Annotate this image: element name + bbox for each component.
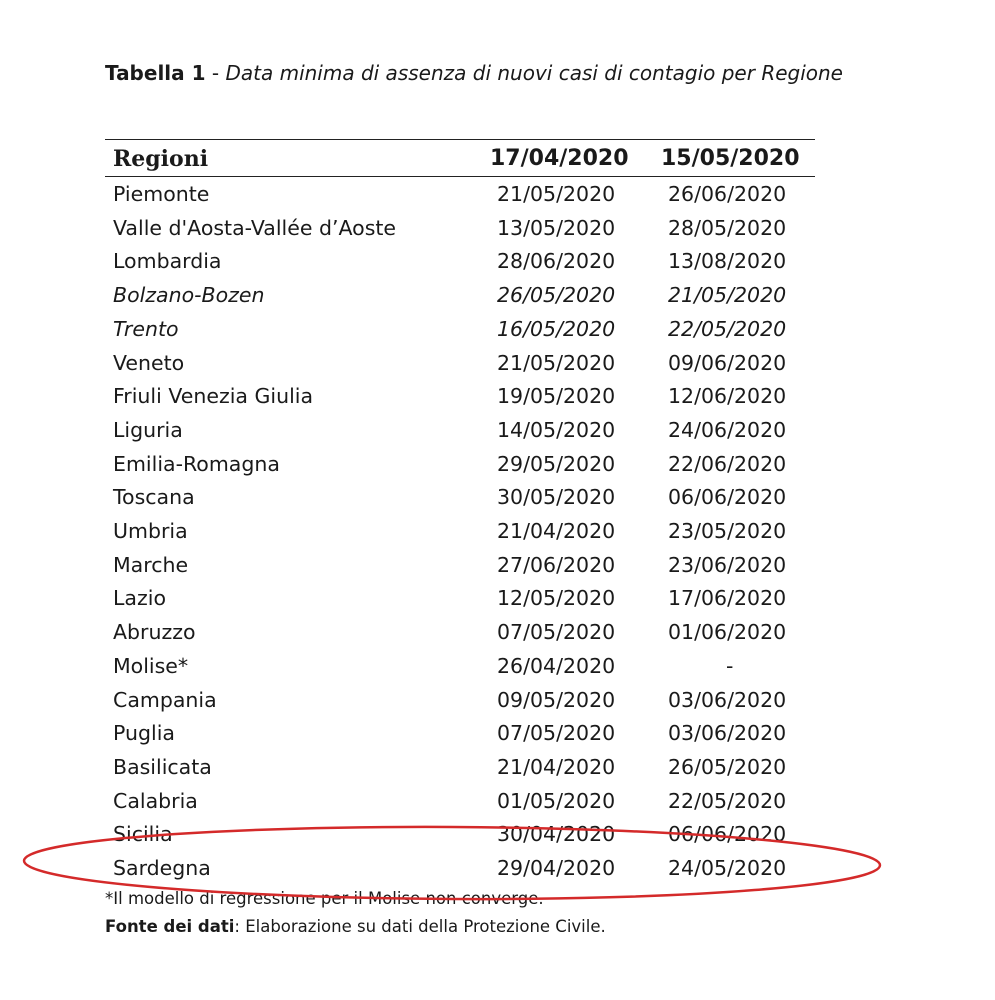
table-row: [0, 549, 995, 582]
date-2-cell: 24/05/2020: [668, 856, 787, 880]
region-cell: Veneto: [113, 350, 185, 375]
footnote-molise: *Il modello di regressione per il Molise non converge.: [105, 889, 544, 908]
date-2-cell: 24/06/2020: [668, 417, 787, 442]
region-cell: Liguria: [113, 417, 183, 442]
region-cell: Friuli Venezia Giulia: [113, 384, 314, 409]
date-1-cell: 07/05/2020: [497, 620, 616, 645]
date-1-cell: 07/05/2020: [497, 721, 616, 746]
date-1-cell: 09/05/2020: [497, 687, 616, 712]
table-header-rule: [105, 176, 815, 177]
region-cell: Basilicata: [113, 754, 212, 779]
region-cell: Molise*: [113, 653, 189, 678]
region-cell: Umbria: [113, 519, 188, 543]
table-row: [0, 515, 995, 548]
date-2-cell: 03/06/2020: [668, 721, 787, 746]
date-2-cell: 03/06/2020: [668, 687, 787, 712]
date-1-cell: 01/05/2020: [497, 788, 616, 813]
table-row: [0, 717, 995, 750]
table-row: [0, 650, 995, 683]
date-1-cell: 26/04/2020: [497, 653, 616, 678]
table-row: [0, 481, 995, 514]
date-1-cell: 21/05/2020: [497, 350, 616, 375]
date-1-cell: 21/04/2020: [497, 519, 616, 543]
date-1-cell: 16/05/2020: [497, 316, 616, 341]
table-row: [0, 347, 995, 380]
region-cell: Trento: [113, 316, 179, 341]
table-row: [0, 785, 995, 818]
region-cell: Bolzano-Bozen: [113, 283, 265, 308]
date-2-cell: 17/06/2020: [668, 586, 787, 611]
region-cell: Valle d'Aosta-Vallée d’Aoste: [113, 215, 397, 240]
date-2-cell: 09/06/2020: [668, 350, 787, 375]
date-1-cell: 21/04/2020: [497, 754, 616, 779]
date-1-cell: 28/06/2020: [497, 249, 616, 274]
date-1-cell: 30/05/2020: [497, 485, 616, 510]
table-row: [0, 414, 995, 447]
table-row: [0, 852, 995, 885]
date-1-cell: 27/06/2020: [497, 552, 616, 577]
region-cell: Abruzzo: [113, 620, 196, 645]
caption-label: Tabella 1: [105, 61, 206, 85]
region-cell: Toscana: [113, 485, 195, 510]
date-2-cell: 23/06/2020: [668, 552, 787, 577]
region-cell: Calabria: [113, 788, 198, 813]
table-row: [0, 245, 995, 278]
date-2-cell: 12/06/2020: [668, 384, 787, 409]
date-1-cell: 19/05/2020: [497, 384, 616, 409]
table-row: [0, 448, 995, 481]
table-row: [0, 684, 995, 717]
date-1-cell: 13/05/2020: [497, 215, 616, 240]
date-2-cell: 21/05/2020: [668, 283, 787, 308]
source-label: Fonte dei dati: [105, 917, 235, 936]
date-2-cell: 26/05/2020: [668, 754, 787, 779]
table-row: [0, 313, 995, 346]
date-2-cell: 01/06/2020: [668, 620, 787, 645]
region-cell: Puglia: [113, 721, 175, 746]
region-cell: Sicilia: [113, 822, 173, 847]
date-2-cell: -: [726, 653, 734, 678]
table-row: [0, 178, 995, 211]
date-1-cell: 21/05/2020: [497, 182, 616, 206]
header-date-1: 17/04/2020: [490, 146, 629, 171]
date-2-cell: 22/05/2020: [668, 316, 787, 341]
table-row: [0, 212, 995, 245]
date-2-cell: 23/05/2020: [668, 519, 787, 543]
date-2-cell: 06/06/2020: [668, 822, 787, 847]
date-2-cell: 22/05/2020: [668, 788, 787, 813]
region-cell: Campania: [113, 687, 217, 712]
table-top-rule: [105, 139, 815, 140]
date-2-cell: 13/08/2020: [668, 249, 787, 274]
date-2-cell: 28/05/2020: [668, 215, 787, 240]
table-row: [0, 818, 995, 851]
header-regioni: Regioni: [113, 146, 209, 172]
caption-separator: -: [205, 61, 226, 85]
table-row: [0, 616, 995, 649]
table-row: [0, 380, 995, 413]
date-1-cell: 30/04/2020: [497, 822, 616, 847]
region-cell: Piemonte: [113, 182, 210, 206]
date-1-cell: 29/05/2020: [497, 451, 616, 476]
date-1-cell: 14/05/2020: [497, 417, 616, 442]
header-date-2: 15/05/2020: [661, 146, 800, 171]
date-2-cell: 06/06/2020: [668, 485, 787, 510]
table-caption: [105, 61, 843, 85]
region-cell: Sardegna: [113, 856, 211, 880]
region-cell: Lazio: [113, 586, 166, 611]
source-text: : Elaborazione su dati della Protezione Civile.: [234, 917, 606, 936]
footnote-source: [105, 917, 606, 936]
table-row: [0, 582, 995, 615]
date-2-cell: 26/06/2020: [668, 182, 787, 206]
date-1-cell: 26/05/2020: [497, 283, 616, 308]
date-1-cell: 12/05/2020: [497, 586, 616, 611]
region-cell: Lombardia: [113, 249, 222, 274]
date-2-cell: 22/06/2020: [668, 451, 787, 476]
date-1-cell: 29/04/2020: [497, 856, 616, 880]
caption-text: Data minima di assenza di nuovi casi di contagio per Regione: [225, 61, 843, 85]
table-row: [0, 751, 995, 784]
table-row: [0, 279, 995, 312]
region-cell: Emilia-Romagna: [113, 451, 280, 476]
region-cell: Marche: [113, 552, 189, 577]
